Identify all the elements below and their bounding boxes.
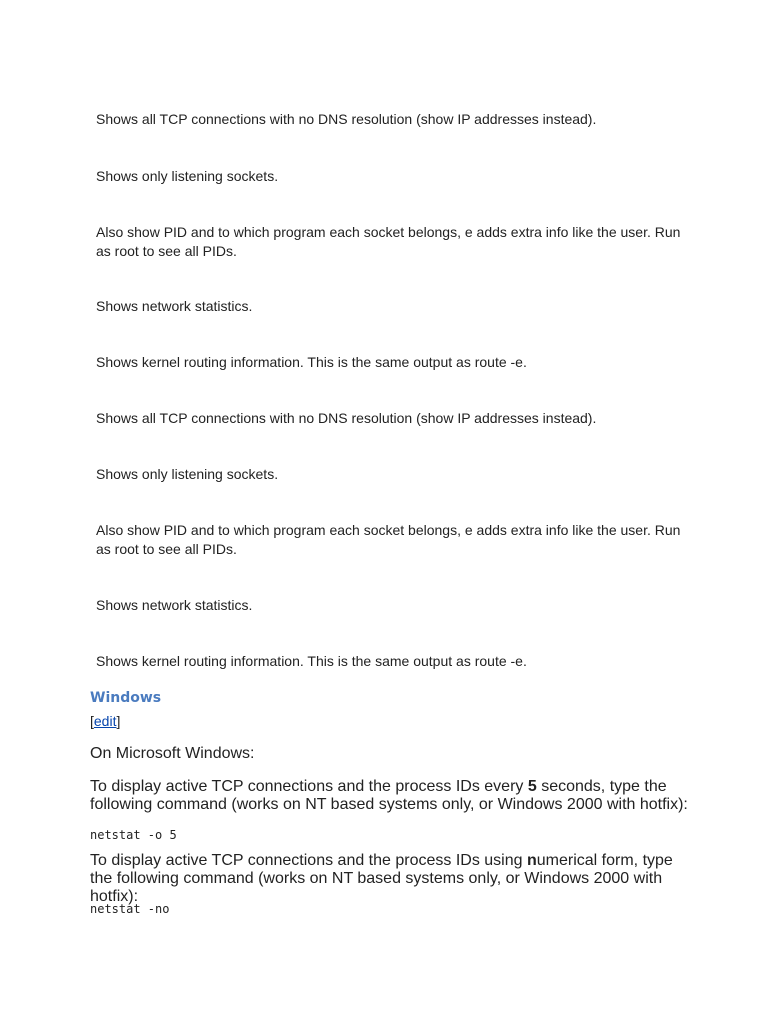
paragraph-text: To display active TCP connections and the process IDs using	[90, 852, 527, 869]
option-description: Also show PID and to which program each socket belongs, e adds extra info like the user. Run as root to see all PIDs.	[96, 522, 681, 557]
edit-section	[90, 712, 120, 730]
option-description: Shows only listening sockets.	[96, 466, 279, 482]
edit-bracket-open: [	[90, 713, 94, 729]
option-description: Shows all TCP connections with no DNS resolution (show IP addresses instead).	[96, 410, 597, 426]
option-description: Shows kernel routing information. This is the same output as route -e.	[96, 653, 527, 669]
option-description: Shows all TCP connections with no DNS resolution (show IP addresses instead).	[96, 111, 597, 127]
option-description: Shows network statistics.	[96, 597, 253, 613]
option-description: Shows only listening sockets.	[96, 168, 279, 184]
paragraph-text: To display active TCP connections and the process IDs every	[90, 778, 528, 795]
option-description: Shows network statistics.	[96, 298, 253, 314]
paragraph-text: seconds, type the following command (works on NT based systems only, or Windows 2000 with hotfix):	[90, 778, 688, 813]
paragraph-text: umerical form, type the following command (works on NT based systems only, or Windows 2000 with hotfix):	[90, 852, 673, 905]
paragraph-netstat-no	[90, 852, 690, 906]
bold-interval: 5	[527, 778, 537, 795]
edit-bracket-close: ]	[116, 713, 121, 729]
section-heading-windows: Windows	[90, 690, 162, 706]
paragraph-netstat-o	[90, 778, 690, 814]
code-netstat-o: netstat -o 5	[90, 828, 177, 842]
bold-letter: n	[526, 852, 537, 869]
intro-paragraph: On Microsoft Windows:	[90, 745, 255, 762]
option-description: Shows kernel routing information. This is the same output as route -e.	[96, 354, 527, 370]
code-netstat-no: netstat -no	[90, 902, 170, 916]
edit-link[interactable]: edit	[93, 713, 117, 729]
option-description: Also show PID and to which program each socket belongs, e adds extra info like the user. Run as root to see all PIDs.	[96, 224, 681, 259]
